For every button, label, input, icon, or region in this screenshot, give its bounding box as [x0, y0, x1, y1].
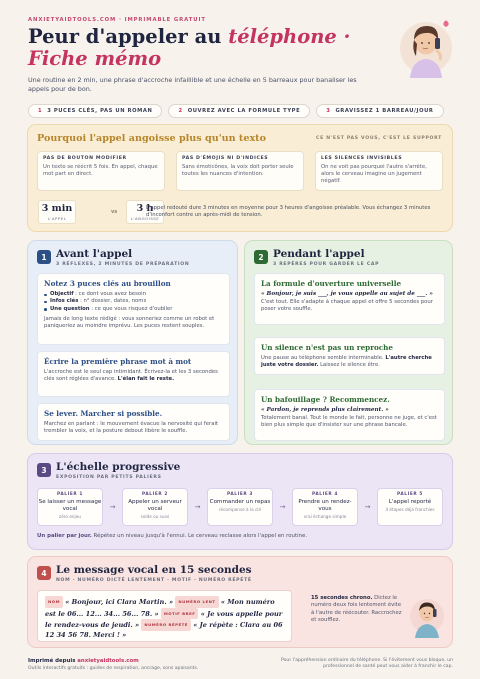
list-item: Une question : ce que vous risquez d'oublier	[44, 306, 223, 313]
woman-on-phone-illustration-icon	[396, 14, 454, 78]
intro-text: Une routine en 2 min, une phrase d'accroche infaillible et une échelle en 5 barreaux pour banaliser les appels pour de bon.	[28, 76, 357, 93]
arrow-right-icon: →	[279, 503, 286, 511]
during-call-card	[244, 240, 453, 445]
before-block-first-sentence: Écrire la première phrase mot à mot L'accroche est le seul cap intimidant. Écrivez-la et les 3 secondes clés sont réglées d'avance. L'élan fait le reste.	[37, 351, 230, 397]
footer-left: Imprimé depuis anxietyaidtools.com Outils interactifs gratuits : guides de respiration, ancrage, sons apaisants.	[28, 658, 199, 671]
why-box-no-emoji: PAS D'ÉMOJIS NI D'INDICES Sans émoticônes, la voix doit porter seule toutes les nuances d'intention.	[176, 151, 304, 191]
during-block-opening-formula: La formule d'ouverture universelle « Bonjour, je suis ___, je vous appelle au sujet de ___. » C'est tout. Elle s'adapte à chaque appel et offre 5 secondes pour poser votre souffle.	[254, 273, 445, 325]
why-card	[27, 124, 453, 232]
pill-2: 2 OUVREZ AVEC LA FORMULE TYPE	[168, 104, 310, 118]
why-tag: CE N'EST PAS VOUS, C'EST LE SUPPORT	[316, 136, 442, 141]
section-number-3: 3	[37, 463, 51, 477]
voice-subtitle: NOM · NUMÉRO DICTÉ LENTEMENT · MOTIF · NUMÉRO RÉPÉTÉ	[56, 578, 252, 583]
footer-disclaimer: Pour l'appréhension ordinaire du téléphone. Si l'évitement vous bloque, un professionnel de santé peut vous aider à franchir le cap.	[281, 658, 453, 670]
before-title: Avant l'appel	[56, 248, 133, 260]
vs-label: vs	[111, 209, 118, 215]
list-item: Objectif : ce dont vous avez besoin	[44, 291, 223, 298]
before-subtitle: 3 RÉFLEXES, 2 MINUTES DE PRÉPARATION	[56, 262, 190, 267]
title-accent: téléphone · Fiche mémo	[28, 25, 351, 70]
pill-1: 1 3 PUCES CLÉS, PAS UN ROMAN	[28, 104, 162, 118]
section-number-4: 4	[37, 566, 51, 580]
why-title: Pourquoi l'appel angoisse plus qu'un texto	[37, 133, 267, 144]
during-block-stumble: Un bafouillage ? Recommencez. « Pardon, je reprends plus clairement. » Totalement banal. Tout le monde le fait, personne ne juge, et c'est bien plus simple que d'insister sur une phrase bancale.	[254, 389, 445, 441]
list-item: Infos clés : n° dossier, dates, noms	[44, 298, 223, 305]
scale-subtitle: EXPOSITION PAR PETITS PALIERS	[56, 475, 162, 480]
scale-title: L'échelle progressive	[56, 461, 181, 473]
during-subtitle: 3 REPÈRES POUR GARDER LE CAP	[273, 262, 380, 267]
page-title	[28, 26, 388, 70]
label-short-reason: MOTIF BREF	[161, 608, 199, 620]
rung-5: PALIER 5 L'appel reporté 4 étapes déjà franchies	[377, 488, 443, 526]
rung-1: PALIER 1 Se laisser un message vocal zéro enjeu	[37, 488, 103, 526]
scale-footnote: Un palier par jour. Répétez un niveau jusqu'à l'ennui. Le cerveau reclasse alors l'appel en routine.	[37, 533, 308, 539]
bullet-list	[44, 291, 223, 313]
arrow-right-icon: →	[364, 503, 371, 511]
eyebrow: ANXIETYAIDTOOLS.COM · IMPRIMABLE GRATUIT	[28, 17, 206, 23]
rung-2: PALIER 2 Appeler un serveur vocal solde ou suivi	[122, 488, 188, 526]
stat-explanation: L'appel redouté dure 3 minutes en moyenne pour 3 heures d'angoisse préalable. Vous échangez 3 minutes d'inconfort contre un après-midi de tension.	[146, 205, 431, 219]
rung-3: PALIER 3 Commander un repas récompense à la clé	[207, 488, 273, 526]
section-number-1: 1	[37, 250, 51, 264]
section-number-2: 2	[254, 250, 268, 264]
stat-anxiety-duration: 3 h L'ANGOISSE	[126, 200, 164, 224]
scale-rungs	[37, 487, 445, 527]
why-box-silence: LES SILENCES INVISIBLES On ne voit pas pourquoi l'autre s'arrête, alors le cerveau imagine un jugement négatif.	[315, 151, 443, 191]
before-block-bullets: Notez 3 puces clés au brouillon Objectif : ce dont vous avez besoin Infos clés : n° dossier, dates, noms Une question : ce que vous risquez d'oublier Jamais de long texte rédigé : vous sonneriez comme un robot et paniqueriez au moindre imprévu. Les puces restent souples.	[37, 273, 230, 345]
label-slow-number: NUMÉRO LENT	[175, 596, 218, 608]
progressive-scale-card	[27, 453, 453, 550]
voicemail-script: NOM « Bonjour, ici Clara Martin. » NUMÉRO LENT « Mon numéro est le 06... 12... 34... 56... 78. » MOTIF BREF « Je vous appelle pour le rendez-vous de jeudi. » NUMÉRO RÉPÉTÉ « Je répète : Clara au 06 12 34 56 78. Merci ! »	[37, 590, 292, 642]
stat-call-duration: 3 min L'APPEL	[38, 200, 76, 224]
footer-site-link[interactable]: anxietyaidtools.com	[77, 658, 139, 664]
voice-title: Le message vocal en 15 secondes	[56, 564, 252, 576]
before-block-stand-up: Se lever. Marcher si possible. Marchez en parlant : le mouvement évacue la nervosité qui ferait trembler la voix, et la posture debout libère le souffle.	[37, 403, 230, 441]
voicemail-card	[27, 556, 453, 648]
during-block-silence: Un silence n'est pas un reproche Une pause au téléphone semble interminable. L'autre cherche juste votre dossier. Laissez le silence être.	[254, 337, 445, 375]
arrow-right-icon: →	[109, 503, 116, 511]
man-on-phone-illustration-icon	[408, 592, 446, 638]
title-main: Peur d'appeler au	[28, 25, 229, 48]
arrow-right-icon: →	[194, 503, 201, 511]
label-name: NOM	[45, 596, 63, 608]
why-box-no-edit: PAS DE BOUTON MODIFIER Un texto se réécrit 5 fois. En appel, chaque mot part en direct.	[37, 151, 165, 191]
during-title: Pendant l'appel	[273, 248, 365, 260]
voice-note: 15 secondes chrono. Dictez le numéro deux fois lentement évite à l'autre de réécouter. Raccrochez et soufflez.	[311, 595, 402, 624]
pill-3: 3 GRAVISSEZ 1 BARREAU/JOUR	[316, 104, 443, 118]
rung-4: PALIER 4 Prendre un rendez-vous vrai échange simple	[292, 488, 358, 526]
before-call-card	[27, 240, 238, 445]
key-steps-pills	[28, 104, 444, 118]
label-repeated-number: NUMÉRO RÉPÉTÉ	[141, 619, 191, 631]
